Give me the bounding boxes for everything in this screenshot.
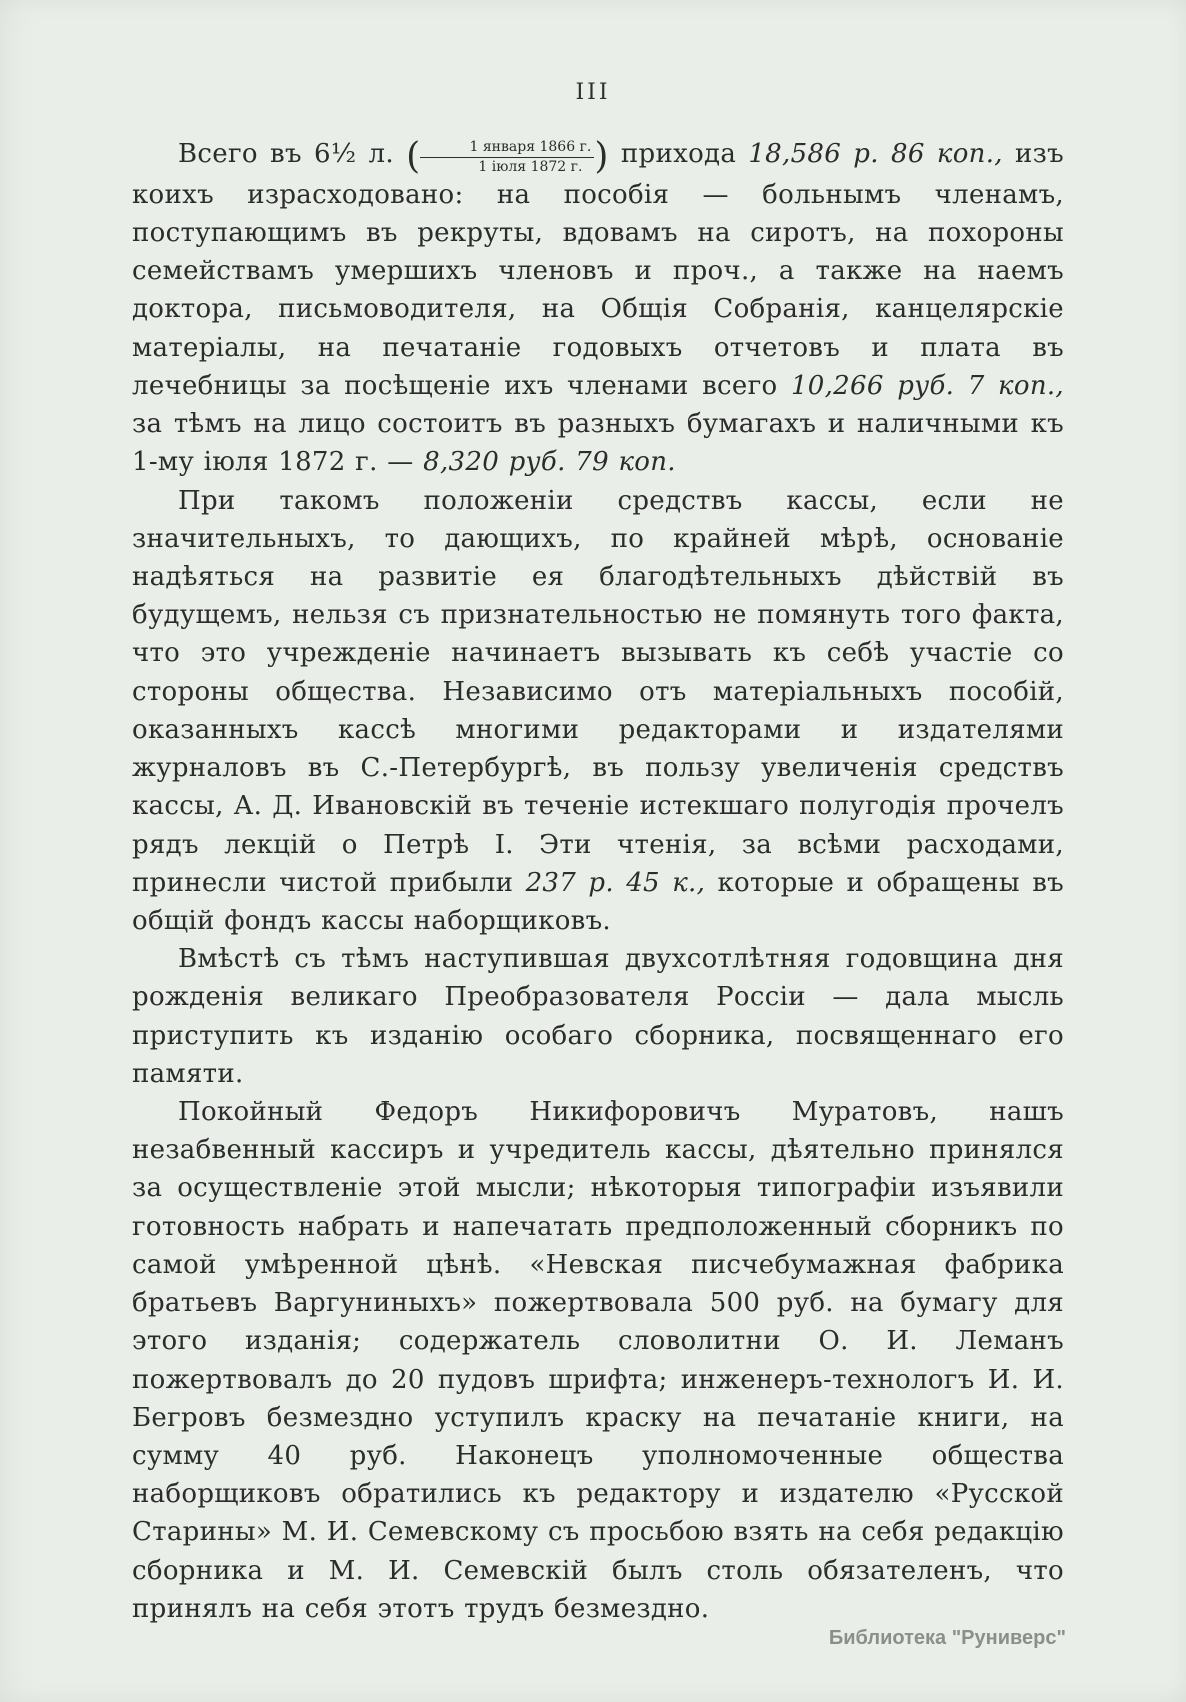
expenses-amount: 10,266 руб. 7 коп., <box>790 370 1064 401</box>
paragraph-anniversary <box>132 940 1064 1093</box>
paragraph1-lead: Всего въ 6½ л. <box>178 139 407 169</box>
paragraph-society-support <box>132 482 1064 941</box>
close-paren: ) <box>594 136 609 177</box>
paragraph2-segment-2: которые и обращены въ общій фондъ кассы наборщиковъ. <box>132 867 1064 936</box>
text-block <box>132 135 1064 1628</box>
paragraph1-segment-2: изъ коихъ израсходовано: на пособія — больнымъ членамъ, поступающимъ въ рекруты, вдовамъ на сиротъ, на похороны семействамъ умершихъ членовъ и проч., а также на наемъ доктора, письмоводителя, на Общія Собранія, канцелярскіе матеріалы, на печатаніе годовыхъ отчетовъ и плата въ лечебницы за посѣщеніе ихъ членами всего <box>132 139 1064 401</box>
paragraph-income-summary <box>132 135 1064 482</box>
date-fraction-end: 1 іюля 1872 г. <box>478 159 583 175</box>
paragraph1-segment-1: прихода <box>608 139 749 169</box>
income-amount: 18,586 р. 86 коп., <box>748 139 1003 169</box>
paragraph-muratov <box>132 1093 1064 1628</box>
open-paren: ( <box>406 136 421 177</box>
lectures-profit-amount: 237 р. 45 к., <box>525 867 706 898</box>
paragraph1-segment-3: за тѣмъ на лицо состоитъ въ разныхъ бумагахъ и наличными къ 1-му іюля 1872 г. — <box>132 409 1064 478</box>
library-watermark: Библиотека "Руниверс" <box>828 1627 1066 1649</box>
balance-amount: 8,320 руб. 79 коп. <box>423 447 676 478</box>
date-range-fraction <box>420 139 594 176</box>
date-fraction-start: 1 января 1866 г. <box>420 139 594 158</box>
page-number: III <box>575 80 611 105</box>
paragraph4-segment-1: Покойный Федоръ Никифоровичъ Муратовъ, нашъ незабвенный кассиръ и учредитель кассы, дѣятельно принялся за осуществленіе этой мысли; нѣкоторыя типографіи изъявили готовность набрать и напечатать предположенный сборникъ по самой умѣренной цѣнѣ. «Невская писчебумажная фабрика братьевъ Варгуниныхъ» пожертвовала 500 руб. на бумагу для этого изданія; содержатель словолитни О. И. Леманъ пожертвовалъ до 20 пудовъ шрифта; инженеръ-технологъ И. И. Бегровъ безмездно уступилъ краску на печатаніе книги, на сумму 40 руб. Наконецъ уполномоченные общества наборщиковъ обратились къ редактору и издателю «Русской Старины» М. И. Семевскому съ просьбою взять на себя редакцію сборника и М. И. Семевскій былъ столь обязателенъ, что принялъ на себя этотъ трудъ безмездно. <box>132 1097 1064 1624</box>
paragraph3-segment-1: Вмѣстѣ съ тѣмъ наступившая двухсотлѣтняя годовщина дня рожденія великаго Преобразователя Россіи — дала мысль приступить къ изданію особаго сборника, посвященнаго его памяти. <box>132 944 1064 1089</box>
paragraph2-segment-1: При такомъ положеніи средствъ кассы, если не значительныхъ, то дающихъ, по крайней мѣрѣ, основаніе надѣяться на развитіе ея благодѣтельныхъ дѣйствій въ будущемъ, нельзя съ признательностью не помянуть того факта, что это учрежденіе начинаетъ вызывать къ себѣ участіе со стороны общества. Независимо отъ матеріальныхъ пособій, оказанныхъ кассѣ многими редакторами и издателями журналовъ въ С.-Петербургѣ, въ пользу увеличенія средствъ кассы, А. Д. Ивановскій въ теченіе истекшаго полугодія прочелъ рядъ лекцій о Петрѣ I. Эти чтенія, за всѣми расходами, принесли чистой прибыли <box>132 485 1064 898</box>
